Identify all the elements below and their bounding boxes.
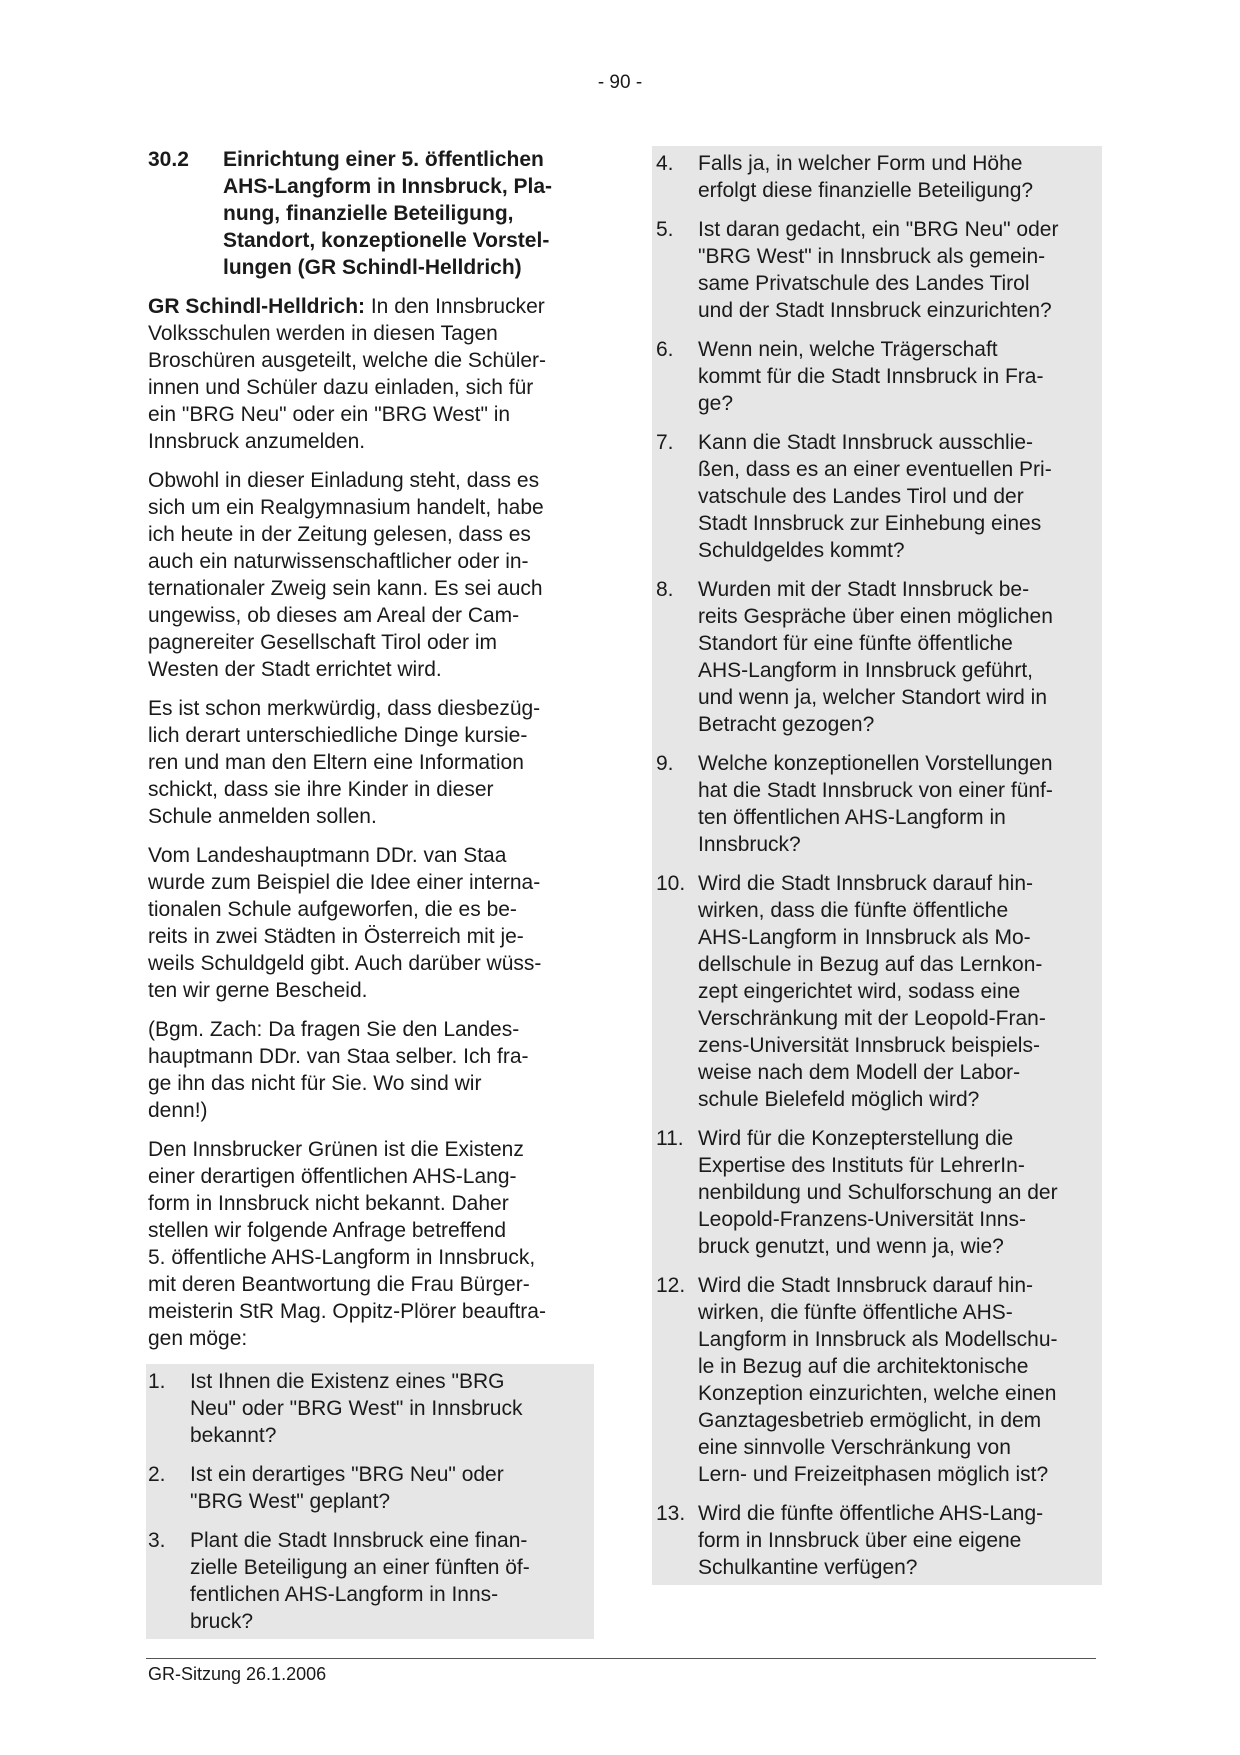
text-line: ungewiss, ob dieses am Areal der Cam- <box>148 604 520 627</box>
question-number: 1. <box>148 1370 166 1393</box>
text-line: Innsbruck? <box>698 833 801 856</box>
speaker-name: GR Schindl-Helldrich: <box>148 295 366 318</box>
question-number: 10. <box>656 872 686 895</box>
question-number: 8. <box>656 578 674 601</box>
text-line: dellschule in Bezug auf das Lernkon- <box>698 953 1043 976</box>
text-line: denn!) <box>148 1099 208 1122</box>
text-line: "BRG West" in Innsbruck als gemein- <box>698 245 1046 268</box>
question-item <box>656 1272 1098 1488</box>
text-line: Leopold-Franzens-Universität Inns- <box>698 1208 1026 1231</box>
question-number: 13. <box>656 1502 686 1525</box>
text-line: Wird die Stadt Innsbruck darauf hin- <box>698 1274 1033 1297</box>
text-line: tionalen Schule aufgeworfen, die es be- <box>148 898 517 921</box>
question-text <box>698 336 1098 417</box>
question-number: 11. <box>656 1127 684 1150</box>
section-number: 30.2 <box>148 148 189 171</box>
text-line: gen möge: <box>148 1327 248 1350</box>
text-line: weils Schuldgeld gibt. Auch darüber wüss- <box>148 952 542 975</box>
question-text <box>698 1500 1098 1581</box>
footer-divider <box>146 1658 1096 1659</box>
text-line: Wird die Stadt Innsbruck darauf hin- <box>698 872 1033 895</box>
text-line: lich derart unterschiedliche Dinge kursie- <box>148 724 528 747</box>
paragraph-intro <box>148 293 588 455</box>
text-line: zept eingerichtet wird, sodass eine <box>698 980 1021 1003</box>
section-title-line: nung, finanzielle Beteiligung, <box>223 202 514 225</box>
text-line: ten wir gerne Bescheid. <box>148 979 368 1002</box>
footer-session-date: GR-Sitzung 26.1.2006 <box>148 1664 327 1684</box>
text-line: Welche konzeptionellen Vorstellungen <box>698 752 1053 775</box>
text-line: wirken, die fünfte öffentliche AHS- <box>698 1301 1013 1324</box>
question-text <box>190 1527 590 1635</box>
section-heading <box>148 146 588 281</box>
paragraph-interjection <box>148 1016 588 1124</box>
question-number: 6. <box>656 338 674 361</box>
text-line: Langform in Innsbruck als Modellschu- <box>698 1328 1058 1351</box>
text-line: Innsbruck anzumelden. <box>148 430 366 453</box>
text-line: Stadt Innsbruck zur Einhebung eines <box>698 512 1042 535</box>
section-title-line: Einrichtung einer 5. öffentlichen <box>223 148 544 171</box>
text-line: (Bgm. Zach: Da fragen Sie den Landes- <box>148 1018 520 1041</box>
text-line: "BRG West" geplant? <box>190 1490 391 1513</box>
text-line: 5. öffentliche AHS-Langform in Innsbruck, <box>148 1246 536 1269</box>
text-line: Volksschulen werden in diesen Tagen <box>148 322 498 345</box>
paragraph <box>148 695 588 830</box>
text-line: ten öffentlichen AHS-Langform in <box>698 806 1006 829</box>
text-line: le in Bezug auf die architektonische <box>698 1355 1029 1378</box>
text-line: schule Bielefeld möglich wird? <box>698 1088 980 1111</box>
text-line: Ist Ihnen die Existenz eines "BRG <box>190 1370 505 1393</box>
text-line: auch ein naturwissenschaftlicher oder in- <box>148 550 529 573</box>
text-line: Expertise des Instituts für LehrerIn- <box>698 1154 1025 1177</box>
text-line: sich um ein Realgymnasium handelt, habe <box>148 496 544 519</box>
text-line: erfolgt diese finanzielle Beteiligung? <box>698 179 1034 202</box>
text-line: Ist daran gedacht, ein "BRG Neu" oder <box>698 218 1059 241</box>
text-line: Betracht gezogen? <box>698 713 875 736</box>
text-line: Obwohl in dieser Einladung steht, dass es <box>148 469 540 492</box>
section-title <box>223 146 588 281</box>
text-line: Neu" oder "BRG West" in Innsbruck <box>190 1397 523 1420</box>
text-line: eine sinnvolle Verschränkung von <box>698 1436 1011 1459</box>
right-column <box>656 146 1096 1585</box>
text-line: Wurden mit der Stadt Innsbruck be- <box>698 578 1030 601</box>
question-item <box>148 1461 590 1515</box>
text-line: AHS-Langform in Innsbruck als Mo- <box>698 926 1031 949</box>
question-item <box>656 336 1098 417</box>
question-item <box>148 1527 590 1635</box>
question-item <box>656 216 1098 324</box>
question-number: 2. <box>148 1463 166 1486</box>
text-line: Es ist schon merkwürdig, dass diesbezüg- <box>148 697 541 720</box>
text-line: nenbildung und Schulforschung an der <box>698 1181 1058 1204</box>
text-line: pagnereiter Gesellschaft Tirol oder im <box>148 631 497 654</box>
paragraph <box>148 1136 588 1352</box>
text-line: zielle Beteiligung an einer fünften öf- <box>190 1556 530 1579</box>
text-line: AHS-Langform in Innsbruck geführt, <box>698 659 1033 682</box>
question-text <box>698 750 1098 858</box>
text-line: Wird die fünfte öffentliche AHS-Lang- <box>698 1502 1044 1525</box>
text-line: ein "BRG Neu" oder ein "BRG West" in <box>148 403 511 426</box>
text-line: Broschüren ausgeteilt, welche die Schüler- <box>148 349 547 372</box>
text-line: Schuldgeldes kommt? <box>698 539 905 562</box>
text-line: fentlichen AHS-Langform in Inns- <box>190 1583 499 1606</box>
paragraph <box>148 842 588 1004</box>
text-line: hauptmann DDr. van Staa selber. Ich fra- <box>148 1045 529 1068</box>
text-line: mit deren Beantwortung die Frau Bürger- <box>148 1273 530 1296</box>
text-line: bruck? <box>190 1610 254 1633</box>
question-item <box>656 1125 1098 1260</box>
section-title-line: Standort, konzeptionelle Vorstel- <box>223 229 550 252</box>
text-line: kommt für die Stadt Innsbruck in Fra- <box>698 365 1044 388</box>
question-item <box>656 870 1098 1113</box>
question-text <box>698 1272 1098 1488</box>
page-number: - 90 - <box>597 72 643 93</box>
question-text <box>698 429 1098 564</box>
text-line: Falls ja, in welcher Form und Höhe <box>698 152 1023 175</box>
text-line: Vom Landeshauptmann DDr. van Staa <box>148 844 507 867</box>
text-line: form in Innsbruck über eine eigene <box>698 1529 1022 1552</box>
text-line: ren und man den Eltern eine Information <box>148 751 524 774</box>
text-line: Ganztagesbetrieb ermöglicht, in dem <box>698 1409 1042 1432</box>
question-box-left <box>146 1364 594 1639</box>
text-line: reits in zwei Städten in Österreich mit je- <box>148 925 524 948</box>
question-text <box>190 1461 590 1515</box>
text-line: und der Stadt Innsbruck einzurichten? <box>698 299 1052 322</box>
text-line: Ist ein derartiges "BRG Neu" oder <box>190 1463 504 1486</box>
text-line: stellen wir folgende Anfrage betreffend <box>148 1219 507 1242</box>
question-number: 4. <box>656 152 674 175</box>
text-line: form in Innsbruck nicht bekannt. Daher <box>148 1192 509 1215</box>
text-line: ich heute in der Zeitung gelesen, dass es <box>148 523 531 546</box>
text-line: Standort für eine fünfte öffentliche <box>698 632 1013 655</box>
text-line: und wenn ja, welcher Standort wird in <box>698 686 1048 709</box>
text-line: bruck genutzt, und wenn ja, wie? <box>698 1235 1004 1258</box>
text-line: Verschränkung mit der Leopold-Fran- <box>698 1007 1046 1030</box>
text-line: zens-Universität Innsbruck beispiels- <box>698 1034 1040 1057</box>
text-line: Wird für die Konzepterstellung die <box>698 1127 1014 1150</box>
text-line: schickt, dass sie ihre Kinder in dieser <box>148 778 494 801</box>
text-line: Den Innsbrucker Grünen ist die Existenz <box>148 1138 524 1161</box>
text-line: einer derartigen öffentlichen AHS-Lang- <box>148 1165 517 1188</box>
text-line: meisterin StR Mag. Oppitz-Plörer beauftra- <box>148 1300 546 1323</box>
text-line: Lern- und Freizeitphasen möglich ist? <box>698 1463 1049 1486</box>
question-item <box>656 576 1098 738</box>
question-number: 12. <box>656 1274 686 1297</box>
text-line: ge? <box>698 392 734 415</box>
text-line: reits Gespräche über einen möglichen <box>698 605 1053 628</box>
question-number: 3. <box>148 1529 166 1552</box>
question-text <box>698 870 1098 1113</box>
left-column <box>148 146 588 1639</box>
text-line: same Privatschule des Landes Tirol <box>698 272 1030 295</box>
question-text <box>698 1125 1098 1260</box>
section-title-line: AHS-Langform in Innsbruck, Pla- <box>223 175 553 198</box>
question-text <box>698 150 1098 204</box>
text-line: wurde zum Beispiel die Idee einer interna- <box>148 871 541 894</box>
question-item <box>656 1500 1098 1581</box>
text-line: Konzeption einzurichten, welche einen <box>698 1382 1057 1405</box>
text-line: bekannt? <box>190 1424 277 1447</box>
text-line: Wenn nein, welche Trägerschaft <box>698 338 998 361</box>
text-line: wirken, dass die fünfte öffentliche <box>698 899 1009 922</box>
text-line: vatschule des Landes Tirol und der <box>698 485 1024 508</box>
question-item <box>656 150 1098 204</box>
question-number: 5. <box>656 218 674 241</box>
question-item <box>656 750 1098 858</box>
text-line: weise nach dem Modell der Labor- <box>698 1061 1021 1084</box>
text-line: hat die Stadt Innsbruck von einer fünf- <box>698 779 1053 802</box>
paragraph <box>148 467 588 683</box>
text-line: ßen, dass es an einer eventuellen Pri- <box>698 458 1052 481</box>
text-line: Plant die Stadt Innsbruck eine finan- <box>190 1529 528 1552</box>
text-line: Schulkantine verfügen? <box>698 1556 918 1579</box>
question-text <box>698 216 1098 324</box>
question-item <box>148 1368 590 1449</box>
text-line: ternationaler Zweig sein kann. Es sei auch <box>148 577 543 600</box>
question-box-right <box>652 146 1102 1585</box>
text-line: Schule anmelden sollen. <box>148 805 377 828</box>
text-line: Kann die Stadt Innsbruck ausschlie- <box>698 431 1034 454</box>
text-line: In den Innsbrucker <box>365 295 545 318</box>
text-line: Westen der Stadt errichtet wird. <box>148 658 442 681</box>
question-text <box>190 1368 590 1449</box>
text-line: innen und Schüler dazu einladen, sich für <box>148 376 534 399</box>
question-number: 9. <box>656 752 674 775</box>
question-item <box>656 429 1098 564</box>
text-line: ge ihn das nicht für Sie. Wo sind wir <box>148 1072 482 1095</box>
section-title-line: lungen (GR Schindl-Helldrich) <box>223 256 522 279</box>
question-text <box>698 576 1098 738</box>
question-number: 7. <box>656 431 674 454</box>
